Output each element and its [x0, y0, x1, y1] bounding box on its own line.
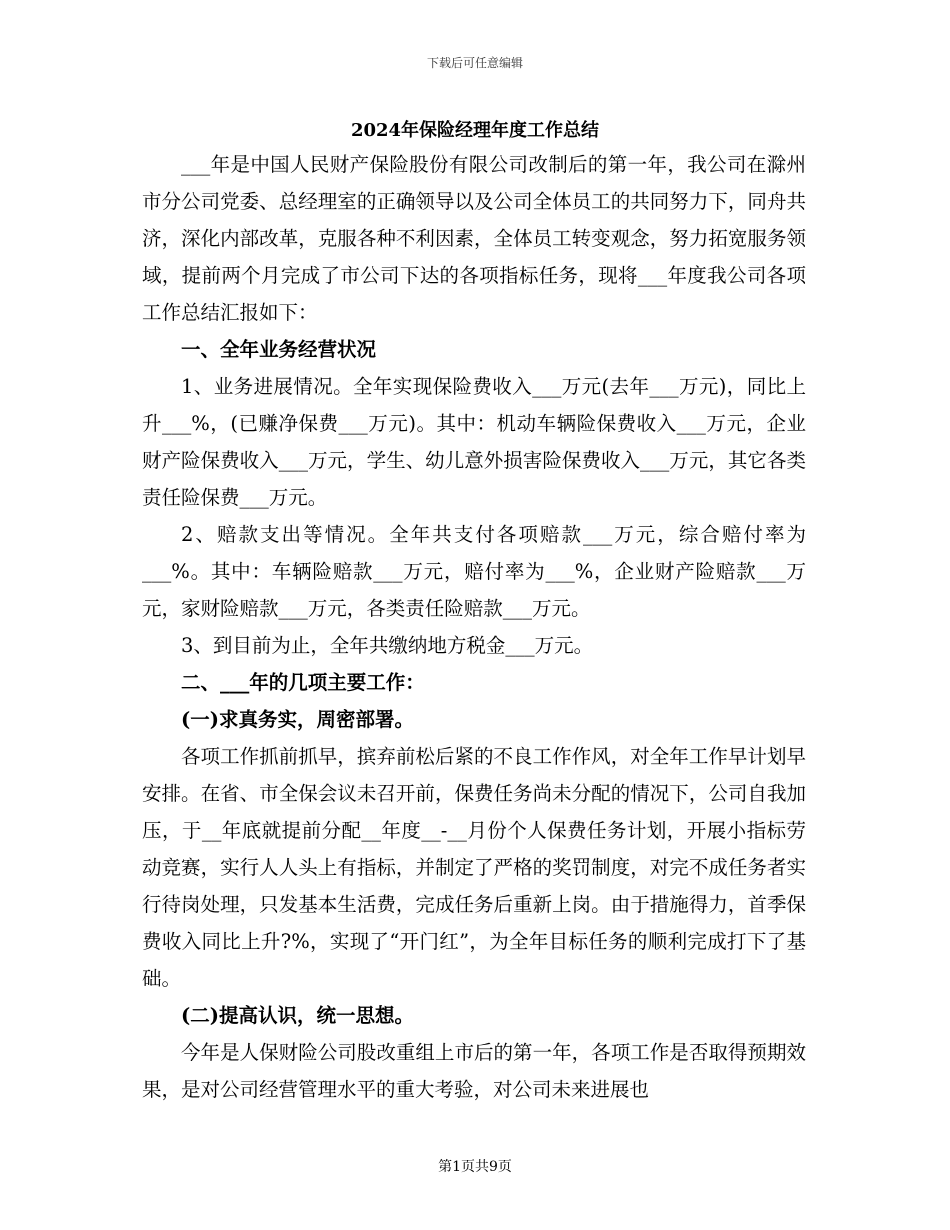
subsection-heading-1: (一)求真务实，周密部署。 — [181, 708, 414, 731]
paragraph-planning: 各项工作抓前抓早，摈弃前松后紧的不良工作作风，对全年工作早计划早安排。在省、市全保会议未召开前，保费任务尚未分配的情况下，公司自我加压，于__年底就提前分配__年度__-__月份个人保费任务计划，开展小指标劳动竞赛，实行人人头上有指标，并制定了严格的奖罚制度，对完不成任务者实行待岗处理，只发基本生活费，完成任务后重新上岗。由于措施得力，首季保费收入同比上升?%，实现了“开门红”，为全年目标任务的顺利完成打下了基础。 — [142, 745, 806, 990]
page-header-note: 下载后可任意编辑 — [426, 56, 523, 70]
document-body — [142, 146, 806, 1108]
page-footer: 第1页共9页 — [438, 1159, 512, 1175]
section-heading-1: 一、全年业务经营状况 — [181, 338, 377, 361]
paragraph-awareness: 今年是人保财险公司股改重组上市后的第一年，各项工作是否取得预期效果，是对公司经营管理水平的重大考验，对公司未来进展也 — [142, 1041, 806, 1101]
document-title: 2024年保险经理年度工作总结 — [350, 120, 600, 141]
paragraph-intro: ___年是中国人民财产保险股份有限公司改制后的第一年，我公司在滁州市分公司党委、总经理室的正确领导以及公司全体员工的共同努力下，同舟共济，深化内部改革，克服各种不利因素，全体员工转变观念，努力拓宽服务领域，提前两个月完成了市公司下达的各项指标任务，现将___年度我公司各项工作总结汇报如下： — [142, 153, 806, 324]
section-heading-2: 二、___年的几项主要工作： — [181, 671, 425, 694]
paragraph-business-progress: 1、业务进展情况。全年实现保险费收入___万元(去年___万元)，同比上升___%，(已赚净保费___万元)。其中：机动车辆险保费收入___万元，企业财产险保费收入___万元，学生、幼儿意外损害险保费收入___万元，其它各类责任险保费___万元。 — [142, 375, 806, 509]
subsection-heading-2: (二)提高认识，统一思想。 — [181, 1004, 414, 1027]
paragraph-claims: 2、赔款支出等情况。全年共支付各项赔款___万元，综合赔付率为___%。其中：车辆险赔款___万元，赔付率为___%，企业财产险赔款___万元，家财险赔款___万元，各类责任险赔款___万元。 — [142, 523, 806, 620]
paragraph-taxes: 3、到目前为止，全年共缴纳地方税金___万元。 — [181, 634, 594, 657]
